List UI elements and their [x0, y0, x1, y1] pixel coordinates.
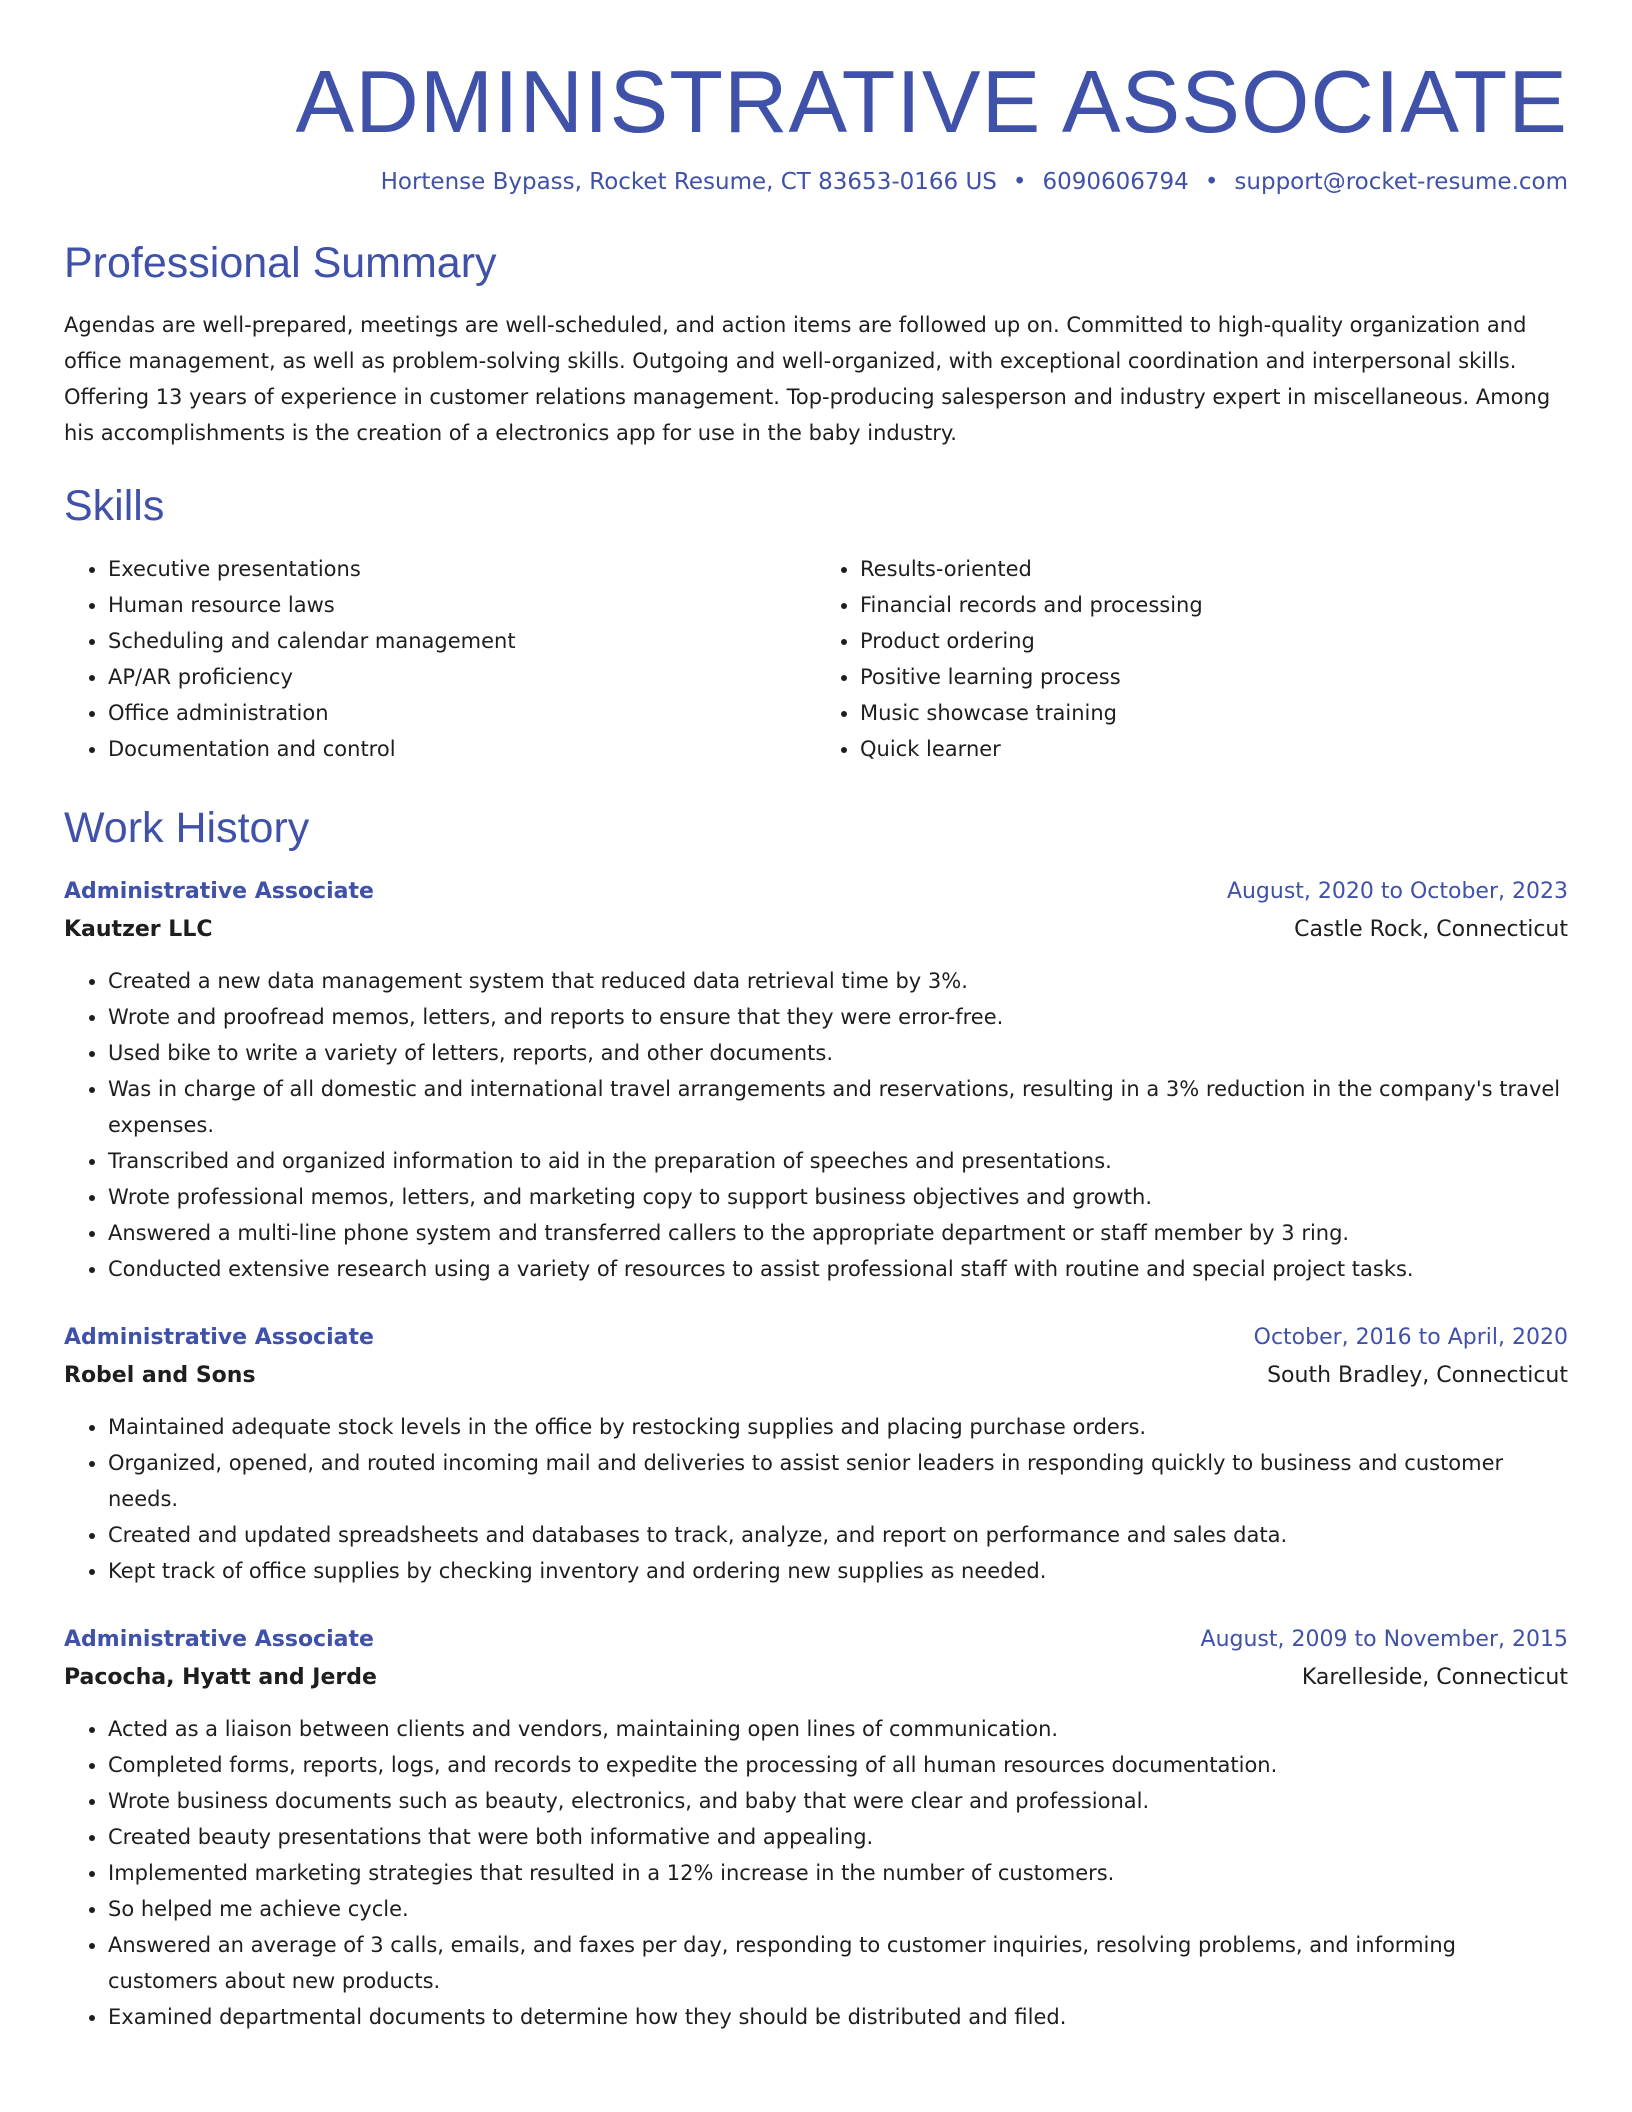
- contact-email: support@rocket-resume.com: [1234, 168, 1568, 195]
- contact-phone: 6090606794: [1042, 168, 1189, 195]
- skill-item: • Documentation and control: [108, 731, 816, 767]
- skills-column-right: [816, 551, 1568, 767]
- section-title-skills: Skills: [64, 482, 165, 531]
- skills-grid: [64, 551, 1568, 767]
- contact-line: [64, 168, 1568, 198]
- resume-header: [64, 0, 1568, 198]
- job-company-row: [64, 1659, 1568, 1697]
- job-dates: August, 2020 to October, 2023: [1226, 878, 1568, 904]
- skill-item: • Product ordering: [860, 623, 1568, 659]
- skill-item: • Executive presentations: [108, 551, 816, 587]
- job-bullet: • Answered an average of 3 calls, emails, and faxes per day, responding to customer inquiries, resolving problems, and informing customers about new products.: [108, 1927, 1568, 1999]
- contact-separator: •: [1204, 168, 1219, 195]
- job-bullet: • Was in charge of all domestic and international travel arrangements and reservations, resulting in a 3% reduction in the company's travel expenses.: [108, 1071, 1568, 1143]
- work-history-section: [64, 803, 1568, 2035]
- section-title-summary: Professional Summary: [64, 238, 497, 287]
- skill-item: • Financial records and processing: [860, 587, 1568, 623]
- job-title: Administrative Associate: [64, 1626, 374, 1652]
- job-bullets: [64, 963, 1568, 1287]
- skill-item: • Quick learner: [860, 731, 1568, 767]
- job-header-row: [64, 873, 1568, 911]
- job-location: Castle Rock, Connecticut: [1294, 916, 1568, 942]
- job-bullet: • Kept track of office supplies by checking inventory and ordering new supplies as needed.: [108, 1553, 1568, 1589]
- skills-section: [64, 481, 1568, 767]
- job-bullet: • Created a new data management system that reduced data retrieval time by 3%.: [108, 963, 1568, 999]
- job-bullet: • Created beauty presentations that were both informative and appealing.: [108, 1819, 1568, 1855]
- job-entry: [64, 1621, 1568, 2035]
- skill-item: • Positive learning process: [860, 659, 1568, 695]
- job-bullet: • Maintained adequate stock levels in the office by restocking supplies and placing purchase orders.: [108, 1409, 1568, 1445]
- job-location: Karelleside, Connecticut: [1301, 1664, 1568, 1690]
- skill-item: • Results-oriented: [860, 551, 1568, 587]
- job-bullet: • Conducted extensive research using a variety of resources to assist professional staff with routine and special project tasks.: [108, 1251, 1568, 1287]
- job-header-row: [64, 1621, 1568, 1659]
- professional-summary-section: [64, 238, 1568, 452]
- job-dates: August, 2009 to November, 2015: [1200, 1626, 1568, 1652]
- job-bullet: • Completed forms, reports, logs, and records to expedite the processing of all human resources documentation.: [108, 1747, 1568, 1783]
- section-title-work: Work History: [64, 803, 310, 852]
- job-entry: [64, 873, 1568, 1287]
- skill-item: • AP/AR proficiency: [108, 659, 816, 695]
- contact-separator: •: [1012, 168, 1027, 195]
- job-company: Robel and Sons: [64, 1362, 256, 1388]
- resume-title: ADMINISTRATIVE ASSOCIATE: [295, 52, 1568, 151]
- job-bullets: [64, 1711, 1568, 2035]
- job-bullet: • Acted as a liaison between clients and vendors, maintaining open lines of communication.: [108, 1711, 1568, 1747]
- skill-item: • Music showcase training: [860, 695, 1568, 731]
- summary-text: Agendas are well-prepared, meetings are well-scheduled, and action items are followed up on. Committed to high-quality organization and office management, as well as problem-solving skills. Outgoing and well-organized, with exceptional coordination and interpersonal skills. Offering 13 years of experience in customer relations management. Top-producing salesperson and industry expert in miscellaneous. Among his accomplishments is the creation of a electronics app for use in the baby industry.: [64, 313, 1551, 446]
- skill-item: • Human resource laws: [108, 587, 816, 623]
- job-bullet: • Organized, opened, and routed incoming mail and deliveries to assist senior leaders in responding quickly to business and customer needs.: [108, 1445, 1568, 1517]
- skills-column-left: [64, 551, 816, 767]
- job-header-row: [64, 1319, 1568, 1357]
- job-bullet: • Answered a multi-line phone system and transferred callers to the appropriate department or staff member by 3 ring.: [108, 1215, 1568, 1251]
- job-company-row: [64, 1357, 1568, 1395]
- job-dates: October, 2016 to April, 2020: [1253, 1324, 1568, 1350]
- job-location: South Bradley, Connecticut: [1267, 1362, 1568, 1388]
- skill-item: • Office administration: [108, 695, 816, 731]
- job-bullets: [64, 1409, 1568, 1589]
- job-company: Kautzer LLC: [64, 916, 213, 942]
- job-company: Pacocha, Hyatt and Jerde: [64, 1664, 377, 1690]
- job-bullet: • Examined departmental documents to determine how they should be distributed and filed.: [108, 1999, 1568, 2035]
- job-entry: [64, 1319, 1568, 1589]
- job-bullet: • Wrote and proofread memos, letters, and reports to ensure that they were error-free.: [108, 999, 1568, 1035]
- job-bullet: • Implemented marketing strategies that resulted in a 12% increase in the number of customers.: [108, 1855, 1568, 1891]
- job-title: Administrative Associate: [64, 878, 374, 904]
- job-title: Administrative Associate: [64, 1324, 374, 1350]
- job-bullet: • Used bike to write a variety of letters, reports, and other documents.: [108, 1035, 1568, 1071]
- job-bullet: • Wrote business documents such as beauty, electronics, and baby that were clear and professional.: [108, 1783, 1568, 1819]
- job-bullet: • So helped me achieve cycle.: [108, 1891, 1568, 1927]
- job-bullet: • Transcribed and organized information to aid in the preparation of speeches and presentations.: [108, 1143, 1568, 1179]
- job-bullet: • Wrote professional memos, letters, and marketing copy to support business objectives and growth.: [108, 1179, 1568, 1215]
- skill-item: • Scheduling and calendar management: [108, 623, 816, 659]
- job-company-row: [64, 911, 1568, 949]
- job-bullet: • Created and updated spreadsheets and databases to track, analyze, and report on performance and sales data.: [108, 1517, 1568, 1553]
- contact-address: Hortense Bypass, Rocket Resume, CT 83653-0166 US: [380, 168, 997, 195]
